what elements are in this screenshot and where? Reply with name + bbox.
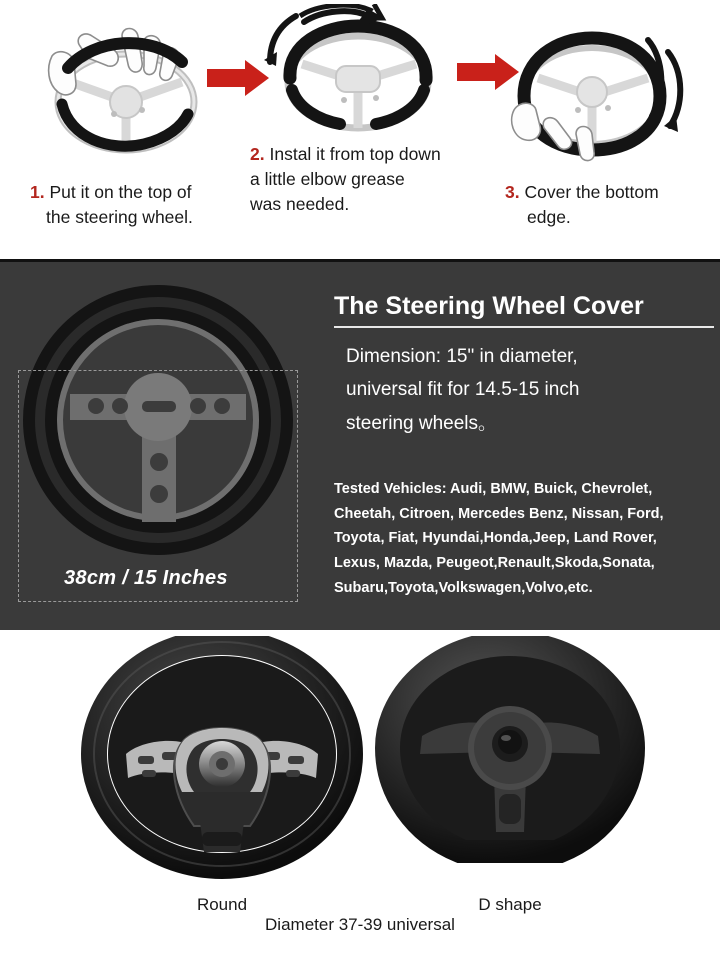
step-2-number: 2. [250,144,265,164]
dshape-wheel-item [360,636,660,915]
tested-line-2: Cheetah, Citroen, Mercedes Benz, Nissan, Ford, [334,505,664,522]
step-2-caption [250,142,490,217]
spec-title: The Steering Wheel Cover [334,292,644,320]
dimension-line-3: steering wheels。 [346,412,498,434]
install-steps-panel [0,0,720,262]
spec-illustration-area [0,262,318,630]
dimension-line-2: universal fit for 14.5-15 inch [346,379,580,401]
tested-line-3: Toyota, Fiat, Hyundai,Honda,Jeep, Land Rover, [334,530,657,547]
step-1-text-line2: the steering wheel. [46,206,193,227]
dshape-wheel-photo [360,636,660,886]
step-2-text-line2: a little elbow grease [250,168,405,189]
step-3 [492,18,707,168]
size-label: 38cm / 15 Inches [58,567,234,590]
step-3-text-line1: Cover the bottom [524,182,659,202]
tested-vehicles-label: Tested Vehicles: [334,481,447,497]
round-wheel-caption: Round [196,895,248,914]
round-wheel-item [72,636,372,915]
step-2-text-line1: Instal it from top down [269,144,441,164]
diameter-note: Diameter 37-39 universal [265,915,455,934]
title-underline [334,326,714,328]
step-2-illustration [248,4,468,144]
step-3-caption [505,180,715,230]
step-1-text-line1: Put it on the top of [49,182,192,202]
specification-panel [0,262,720,630]
step-1-caption [30,180,245,230]
tested-line-4: Lexus, Mazda, Peugeot,Renault,Skoda,Sonata, [334,554,655,571]
tested-line-5: Subaru,Toyota,Volkswagen,Volvo,etc. [334,579,593,596]
step-1-number: 1. [30,182,45,202]
spec-text-area [322,262,720,630]
step-2-text-line3: was needed. [250,193,350,214]
step-3-number: 3. [505,182,520,202]
tested-line-1: Audi, BMW, Buick, Chevrolet, [446,481,653,497]
step-3-text-line2: edge. [527,206,571,227]
round-wheel-photo [72,636,372,886]
wheel-shapes-panel [0,630,720,959]
step-2 [248,4,468,144]
dshape-wheel-caption: D shape [478,895,542,914]
step-3-illustration [492,18,707,168]
tested-vehicles-text [334,477,716,600]
dimension-text [346,340,716,440]
dimension-line-1: Dimension: 15" in diameter, [346,346,578,367]
